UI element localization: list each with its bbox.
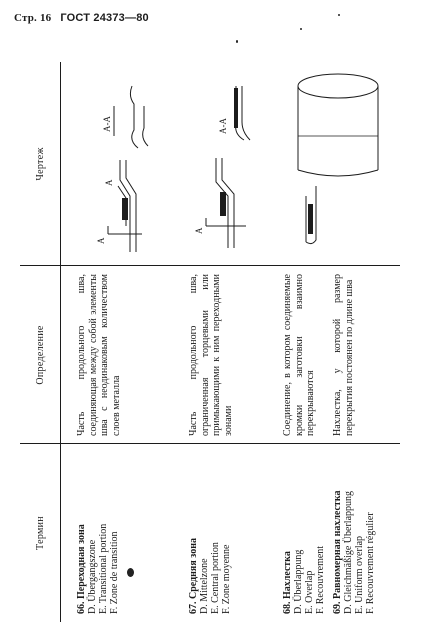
scan-speck [300, 28, 302, 30]
term-translation: E. Transitional portion [98, 523, 109, 614]
term-title: 69. Равномерная нахлестка [332, 490, 343, 614]
term-translation: F. Zone moyenne [221, 544, 232, 614]
seam-mark [234, 88, 238, 128]
page-header [14, 12, 149, 24]
column-header-drawing: Чертеж [34, 147, 46, 181]
definition-text: Нахлестка, у которой размер перекрытия постоянен по длине шва [332, 274, 355, 436]
standard-number: ГОСТ 24373—80 [60, 12, 149, 24]
term-title: 67. Средняя зона [188, 538, 199, 614]
terms-table [20, 62, 400, 622]
drawing-overlap [282, 70, 392, 256]
section-label: А-А [218, 118, 228, 134]
term-entry [188, 454, 232, 614]
section-label: А-А [102, 116, 112, 132]
term-translation: D. Gleichmäßige Überlappung [343, 490, 354, 614]
term-title: 66. Переходная зона [76, 524, 87, 614]
section-label: А [96, 237, 106, 244]
definition-text: Часть продольного шва, ограниченная торцевыми или примыкающими к ним переходными зонами [188, 274, 234, 436]
term-translation: F. Recouvrement régulier [365, 512, 376, 614]
header-rule [60, 62, 61, 622]
scan-speck [127, 568, 134, 577]
term-translation: D. Überlappung [293, 549, 304, 614]
definition-text: Часть продольного шва, соединяющая между собой элементы шва с неодинаковым количеством слоев металла [76, 274, 122, 436]
term-translation: D. Mittelzone [199, 558, 210, 614]
term-translation: E. Central portion [210, 542, 221, 614]
section-label: А [194, 227, 204, 234]
term-entry [332, 454, 376, 614]
seam-mark [220, 192, 226, 216]
term-entry [76, 454, 120, 614]
drawing-transitional-portion [68, 70, 168, 256]
term-translation: F. Zone de transition [109, 531, 120, 614]
page-label: Стр. 16 [14, 12, 52, 24]
scan-speck [236, 40, 238, 43]
column-header-definition: Определение [34, 325, 46, 385]
drawing-central-portion [176, 70, 272, 256]
column-header-term: Термин [34, 516, 46, 550]
term-translation: D. Übergangszone [87, 539, 98, 614]
seam-mark [308, 204, 313, 234]
seam-mark [122, 198, 128, 220]
column-divider [20, 443, 400, 444]
section-label: А [104, 179, 114, 186]
definition-text: Соединение, в котором соединяемые кромки заготовки взаимно перекрываются [282, 274, 316, 436]
term-translation: E. Overlap [304, 570, 315, 614]
term-title: 68. Нахлестка [282, 551, 293, 614]
column-divider [20, 265, 400, 266]
term-entry [282, 454, 326, 614]
term-translation: E. Uniform overlap [354, 535, 365, 614]
scan-speck [338, 14, 340, 16]
term-translation: F. Recouvrement [315, 545, 326, 614]
